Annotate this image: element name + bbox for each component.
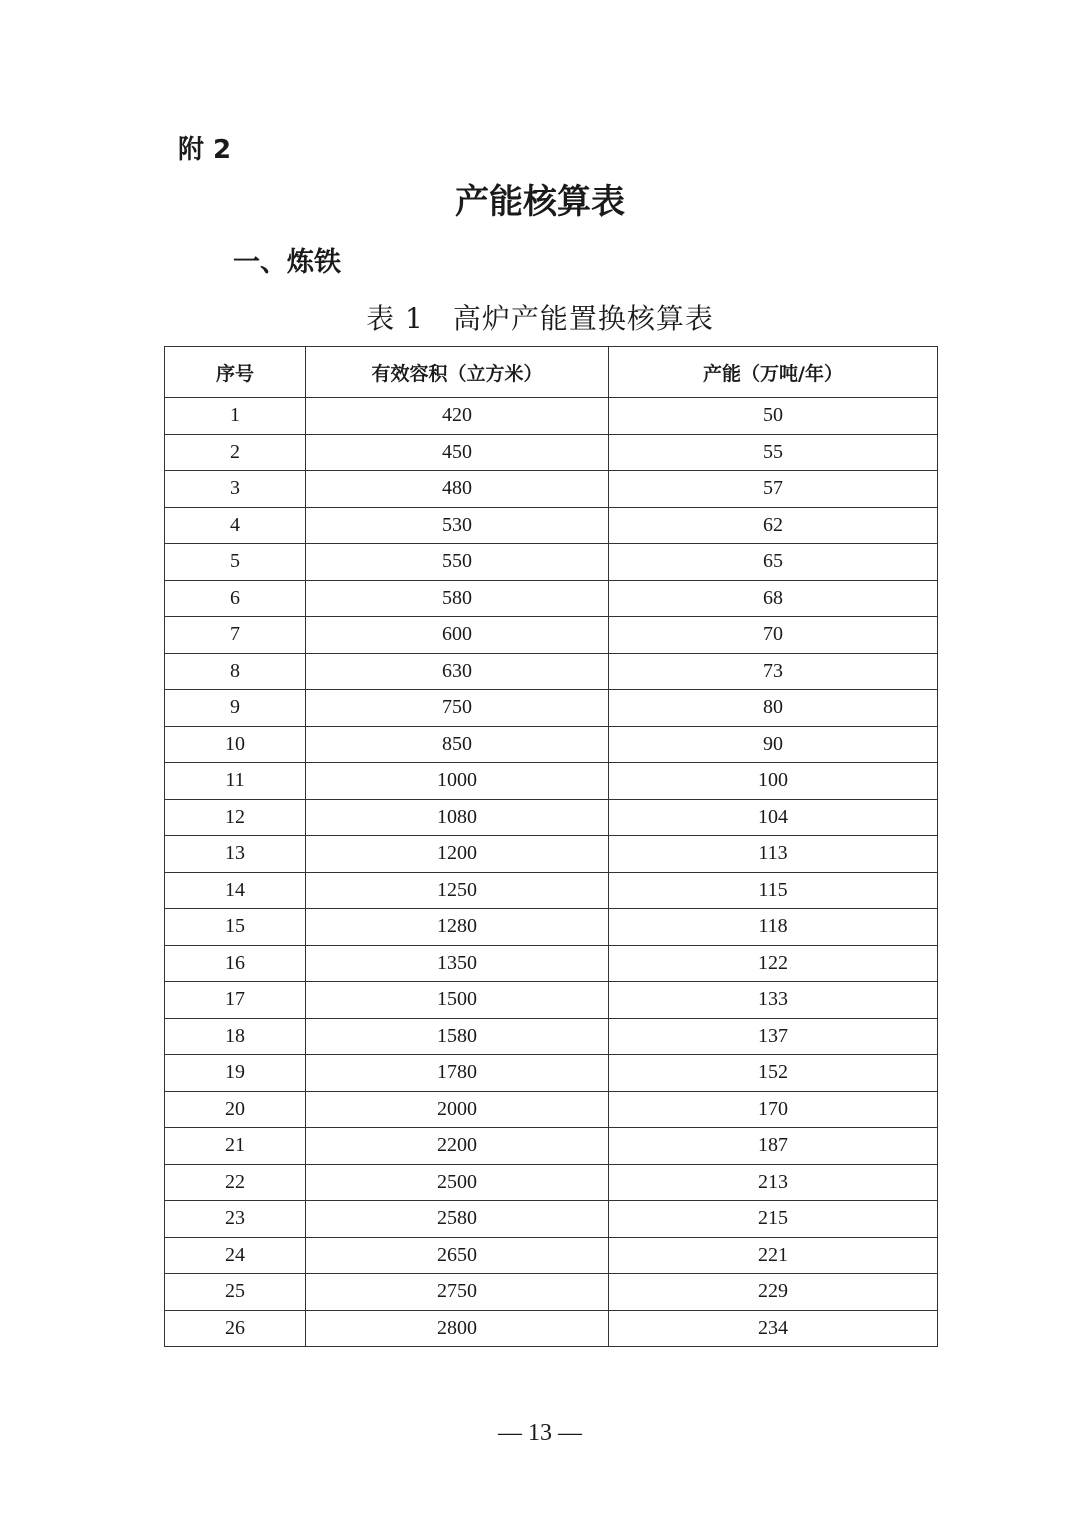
cell-capacity: 80 [609, 690, 938, 727]
cell-capacity: 70 [609, 617, 938, 654]
table-row [165, 726, 938, 763]
cell-serial-number: 19 [165, 1055, 306, 1092]
cell-effective-volume: 850 [306, 726, 609, 763]
cell-effective-volume: 2580 [306, 1201, 609, 1238]
cell-serial-number: 13 [165, 836, 306, 873]
cell-serial-number: 12 [165, 799, 306, 836]
cell-effective-volume: 580 [306, 580, 609, 617]
cell-serial-number: 7 [165, 617, 306, 654]
cell-capacity: 170 [609, 1091, 938, 1128]
cell-serial-number: 20 [165, 1091, 306, 1128]
cell-capacity: 133 [609, 982, 938, 1019]
cell-serial-number: 9 [165, 690, 306, 727]
cell-effective-volume: 2200 [306, 1128, 609, 1165]
cell-serial-number: 22 [165, 1164, 306, 1201]
table-row [165, 799, 938, 836]
table-row [165, 836, 938, 873]
cell-serial-number: 5 [165, 544, 306, 581]
table-row [165, 617, 938, 654]
cell-effective-volume: 750 [306, 690, 609, 727]
table-body [165, 398, 938, 1347]
cell-capacity: 62 [609, 507, 938, 544]
cell-capacity: 213 [609, 1164, 938, 1201]
cell-serial-number: 26 [165, 1310, 306, 1347]
table-row [165, 1164, 938, 1201]
cell-effective-volume: 2000 [306, 1091, 609, 1128]
cell-capacity: 115 [609, 872, 938, 909]
cell-capacity: 118 [609, 909, 938, 946]
cell-effective-volume: 2650 [306, 1237, 609, 1274]
table-caption: 表 1 高炉产能置换核算表 [366, 302, 714, 335]
cell-effective-volume: 420 [306, 398, 609, 435]
cell-capacity: 234 [609, 1310, 938, 1347]
table-row [165, 690, 938, 727]
cell-effective-volume: 1250 [306, 872, 609, 909]
cell-serial-number: 15 [165, 909, 306, 946]
table-row [165, 434, 938, 471]
cell-capacity: 229 [609, 1274, 938, 1311]
table-row [165, 1237, 938, 1274]
table-row [165, 945, 938, 982]
cell-effective-volume: 550 [306, 544, 609, 581]
cell-capacity: 65 [609, 544, 938, 581]
table-row [165, 1274, 938, 1311]
page-number: — 13 — [498, 1420, 582, 1446]
table-row [165, 398, 938, 435]
document-title: 产能核算表 [455, 182, 625, 222]
cell-effective-volume: 1580 [306, 1018, 609, 1055]
table-row [165, 544, 938, 581]
cell-effective-volume: 450 [306, 434, 609, 471]
cell-capacity: 113 [609, 836, 938, 873]
cell-capacity: 90 [609, 726, 938, 763]
cell-effective-volume: 530 [306, 507, 609, 544]
table-row [165, 471, 938, 508]
cell-capacity: 50 [609, 398, 938, 435]
cell-capacity: 100 [609, 763, 938, 800]
cell-capacity: 68 [609, 580, 938, 617]
table-row [165, 580, 938, 617]
header-capacity: 产能（万吨/年） [609, 347, 938, 398]
cell-effective-volume: 1500 [306, 982, 609, 1019]
table-row [165, 1201, 938, 1238]
header-effective-volume: 有效容积（立方米） [306, 347, 609, 398]
table-row [165, 1018, 938, 1055]
annex-label: 附 2 [178, 135, 232, 165]
cell-serial-number: 6 [165, 580, 306, 617]
cell-serial-number: 17 [165, 982, 306, 1019]
cell-serial-number: 3 [165, 471, 306, 508]
cell-serial-number: 10 [165, 726, 306, 763]
cell-capacity: 73 [609, 653, 938, 690]
cell-serial-number: 24 [165, 1237, 306, 1274]
table-row [165, 1310, 938, 1347]
cell-effective-volume: 480 [306, 471, 609, 508]
cell-effective-volume: 1280 [306, 909, 609, 946]
cell-serial-number: 18 [165, 1018, 306, 1055]
cell-serial-number: 23 [165, 1201, 306, 1238]
cell-effective-volume: 2500 [306, 1164, 609, 1201]
cell-capacity: 57 [609, 471, 938, 508]
cell-serial-number: 1 [165, 398, 306, 435]
cell-capacity: 137 [609, 1018, 938, 1055]
cell-serial-number: 16 [165, 945, 306, 982]
cell-serial-number: 21 [165, 1128, 306, 1165]
table-row [165, 909, 938, 946]
cell-effective-volume: 1000 [306, 763, 609, 800]
capacity-table [164, 346, 938, 1347]
table-row [165, 763, 938, 800]
cell-serial-number: 2 [165, 434, 306, 471]
cell-serial-number: 4 [165, 507, 306, 544]
table-row [165, 1055, 938, 1092]
cell-effective-volume: 1350 [306, 945, 609, 982]
cell-effective-volume: 1200 [306, 836, 609, 873]
header-serial-number: 序号 [165, 347, 306, 398]
table-row [165, 1128, 938, 1165]
cell-serial-number: 14 [165, 872, 306, 909]
cell-serial-number: 8 [165, 653, 306, 690]
cell-capacity: 122 [609, 945, 938, 982]
cell-effective-volume: 2750 [306, 1274, 609, 1311]
table-header-row [165, 347, 938, 398]
cell-capacity: 221 [609, 1237, 938, 1274]
table-row [165, 507, 938, 544]
table-row [165, 653, 938, 690]
cell-effective-volume: 600 [306, 617, 609, 654]
cell-capacity: 152 [609, 1055, 938, 1092]
cell-serial-number: 11 [165, 763, 306, 800]
cell-capacity: 187 [609, 1128, 938, 1165]
cell-capacity: 55 [609, 434, 938, 471]
table-row [165, 872, 938, 909]
cell-serial-number: 25 [165, 1274, 306, 1311]
cell-capacity: 215 [609, 1201, 938, 1238]
section-heading: 一、炼铁 [233, 247, 341, 278]
cell-effective-volume: 1780 [306, 1055, 609, 1092]
cell-effective-volume: 630 [306, 653, 609, 690]
table-row [165, 1091, 938, 1128]
cell-capacity: 104 [609, 799, 938, 836]
cell-effective-volume: 1080 [306, 799, 609, 836]
cell-effective-volume: 2800 [306, 1310, 609, 1347]
table-row [165, 982, 938, 1019]
